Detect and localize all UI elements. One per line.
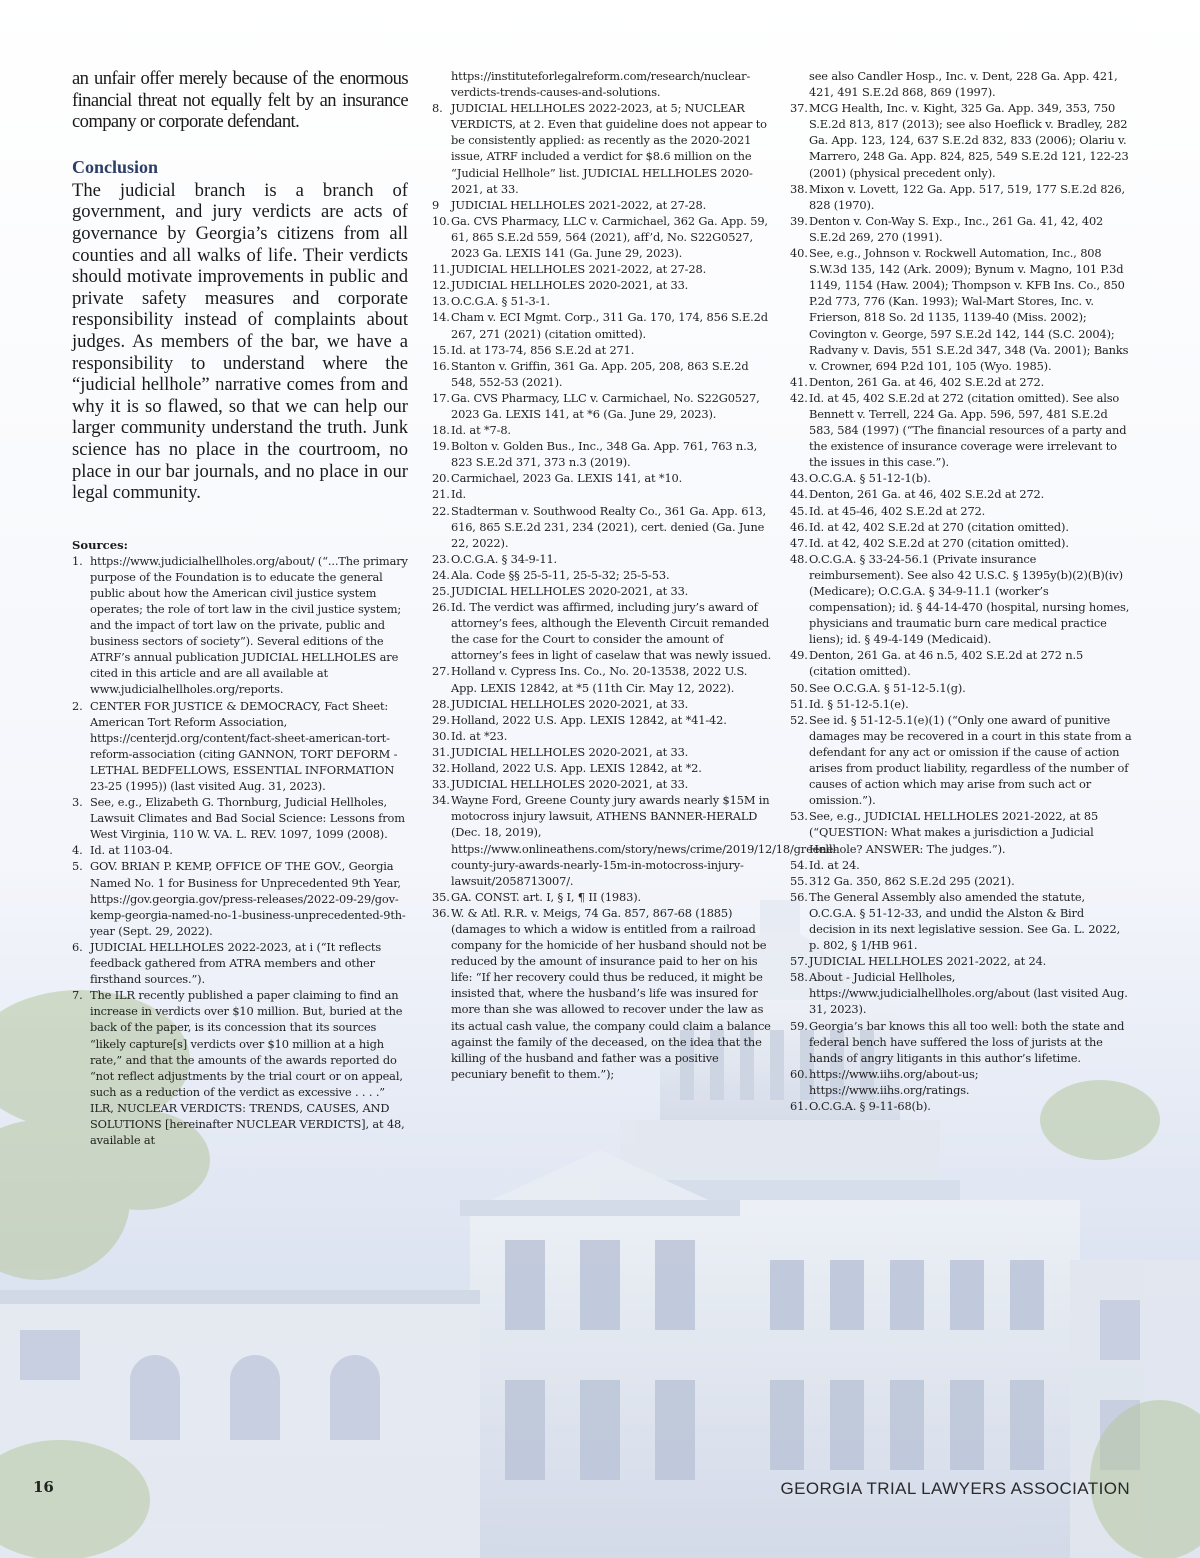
- endnote-item: [432, 712, 772, 728]
- endnote-text: Id.: [451, 487, 466, 502]
- endnote-item: [432, 486, 772, 502]
- endnote-text: JUDICIAL HELLHOLES 2020-2021, at 33.: [451, 777, 689, 792]
- endnote-text: About - Judicial Hellholes, https://www.judicialhellholes.org/about (last visited Aug. 31, 2023).: [809, 970, 1128, 1017]
- endnote-text: https://www.iihs.org/about-us; https://www.iihs.org/ratings.: [809, 1066, 979, 1097]
- endnote-number: 49.: [790, 648, 808, 663]
- endnote-text: JUDICIAL HELLHOLES 2020-2021, at 33.: [451, 278, 689, 293]
- endnote-number: 50.: [790, 680, 808, 695]
- endnote-number: 9: [432, 197, 440, 212]
- conclusion-heading: Conclusion: [72, 156, 159, 177]
- endnote-text: Id. The verdict was affirmed, including jury’s award of attorney’s fees, although the Eleventh Circuit remanded the case for the Court to consider the amount of attorney’s fees in light of caselaw that was newly issued.: [451, 600, 772, 663]
- endnote-text: https://instituteforlegalreform.com/research/nuclear-verdicts-trends-causes-and-solutions.: [451, 69, 751, 100]
- endnote-number: 46.: [790, 519, 808, 534]
- endnote-item: [790, 873, 1132, 889]
- endnote-item: [72, 553, 408, 698]
- endnote-text: See, e.g., Johnson v. Rockwell Automation, Inc., 808 S.W.3d 135, 142 (Ark. 2009); Bynum v. Magno, 101 P.3d 1149, 1154 (Haw. 2004); Thompson v. KFB Ins. Co., 850 P.2d 773, 776 (Kan. 1993); Wal-Mart Stores, Inc. v. Frierson, 818 So. 2d 1135, 1139-40 (Miss. 2002); Covington v. George, 597 S.E.2d 142, 144 (S.C. 2004); Radvany v. Davis, 551 S.E.2d 347, 348 (Va. 2001); Banks v. Crowner, 694 P.2d 101, 105 (Wyo. 1985).: [809, 246, 1129, 373]
- endnote-item: [72, 842, 408, 858]
- endnote-number: 39.: [790, 213, 808, 228]
- endnote-number: 60.: [790, 1066, 808, 1081]
- endnote-text: O.C.G.A. § 33-24-56.1 (Private insurance reimbursement). See also 42 U.S.C. § 1395y(b)(2)(B)(iv) (Medicare); O.C.G.A. § 34-9-11.1 (worker’s compensation); id. § 44-14-470 (hospital, nursing homes, physicians and traumatic burn care medical practice liens); id. § 49-4-149 (Medicaid).: [809, 551, 1130, 647]
- endnote-item: [432, 438, 772, 470]
- endnote-number: 14.: [432, 310, 450, 325]
- endnote-text: Wayne Ford, Greene County jury awards nearly $15M in motocross injury lawsuit, ATHENS BANNER-HERALD (Dec. 18, 2019), https://www.onlineathens.com/story/news/crime/2019/12/18/greene-county-jury-awards-nearly-15m-in-motocross-injury-lawsuit/2058713007/.: [451, 793, 837, 888]
- endnote-number: 30.: [432, 728, 450, 743]
- endnote-text: Holland v. Cypress Ins. Co., No. 20-13538, 2022 U.S. App. LEXIS 12842, at *5 (11th Cir. May 12, 2022).: [451, 664, 748, 695]
- endnote-item: [432, 663, 772, 695]
- endnote-text: JUDICIAL HELLHOLES 2021-2022, at 27-28.: [451, 262, 707, 277]
- endnote-item: [790, 470, 1132, 486]
- endnote-text: MCG Health, Inc. v. Kight, 325 Ga. App. 349, 353, 750 S.E.2d 813, 817 (2013); see also Hoeflick v. Bradley, 282 Ga. App. 123, 124, 637 S.E.2d 832, 833 (2006); Olariu v. Marrero, 248 Ga. App. 824, 825, 549 S.E.2d 121, 122-23 (2001) (physical precedent only).: [809, 101, 1129, 180]
- endnote-item: [72, 698, 408, 795]
- endnote-number: 5.: [72, 859, 83, 874]
- endnote-text: Id. at 42, 402 S.E.2d at 270 (citation omitted).: [809, 519, 1069, 534]
- endnote-number: 47.: [790, 535, 808, 550]
- endnote-number: 53.: [790, 809, 808, 824]
- endnote-item: [432, 309, 772, 341]
- endnote-text: Id. at 24.: [809, 857, 860, 872]
- endnote-number: 1.: [72, 553, 83, 568]
- endnote-text: JUDICIAL HELLHOLES 2020-2021, at 33.: [451, 744, 689, 759]
- sources-label: Sources:: [72, 537, 128, 552]
- endnote-number: 2.: [72, 698, 83, 713]
- endnote-number: 44.: [790, 487, 808, 502]
- endnote-text: O.C.G.A. § 9-11-68(b).: [809, 1099, 931, 1113]
- endnote-item: [790, 680, 1132, 696]
- endnote-item: [432, 358, 772, 390]
- endnote-item: [432, 905, 772, 1082]
- endnote-text: Id. at 42, 402 S.E.2d at 270 (citation omitted).: [809, 535, 1069, 550]
- endnote-number: 24.: [432, 567, 450, 582]
- endnote-text: The ILR recently published a paper claiming to find an increase in verdicts over $10 million. But, buried at the back of the paper, is its concession that its sources “likely capture[s] verdicts over $10 million at a high rate,” and that the amounts of the awards reported do “not reflect adjustments by the trial court or on appeal, such as a reduction of the verdict as excessive . . . .” ILR, NUCLEAR VERDICTS: TRENDS, CAUSES, AND SOLUTIONS [hereinafter NUCLEAR VERDICTS], at 48, available at: [90, 988, 405, 1148]
- endnote-item: [432, 68, 772, 100]
- intro-paragraph: an unfair offer merely because of the enormous financial threat not equally felt by an insurance company or corporate defendant.: [72, 68, 408, 133]
- endnote-number: 15.: [432, 342, 450, 357]
- endnote-item: [790, 808, 1132, 856]
- endnote-number: 21.: [432, 487, 450, 502]
- endnote-item: [790, 374, 1132, 390]
- endnote-number: 35.: [432, 889, 450, 904]
- endnote-item: [790, 68, 1132, 100]
- endnote-item: [72, 858, 408, 938]
- endnote-number: 6.: [72, 939, 83, 954]
- endnote-number: 23.: [432, 551, 450, 566]
- endnote-text: O.C.G.A. § 34-9-11.: [451, 551, 558, 566]
- endnote-item: [790, 953, 1132, 969]
- endnote-item: [790, 696, 1132, 712]
- endnote-number: 16.: [432, 358, 450, 373]
- endnote-item: [432, 342, 772, 358]
- endnote-item: [790, 213, 1132, 245]
- endnote-number: 26.: [432, 600, 450, 615]
- endnote-text: O.C.G.A. § 51-12-1(b).: [809, 471, 931, 486]
- column-3: [790, 68, 1132, 1114]
- endnotes-list-3: [790, 68, 1132, 1114]
- endnote-number: 48.: [790, 551, 808, 566]
- endnote-text: See, e.g., JUDICIAL HELLHOLES 2021-2022, at 85 (“QUESTION: What makes a jurisdiction a Judicial Hellhole? ANSWER: The judges.”).: [809, 809, 1099, 856]
- endnote-number: 51.: [790, 696, 808, 711]
- endnote-text: Id. at *7-8.: [451, 423, 511, 438]
- endnote-item: [432, 100, 772, 197]
- column-1: [72, 68, 408, 1148]
- endnote-text: Denton, 261 Ga. at 46 n.5, 402 S.E.2d at 272 n.5 (citation omitted).: [809, 648, 1084, 679]
- endnote-item: [432, 599, 772, 663]
- endnote-text: See O.C.G.A. § 51-12-5.1(g).: [809, 680, 966, 695]
- endnote-text: Cham v. ECI Mgmt. Corp., 311 Ga. 170, 174, 856 S.E.2d 267, 271 (2021) (citation omitted).: [451, 310, 768, 341]
- endnote-text: GA. CONST. art. I, § I, ¶ II (1983).: [451, 889, 641, 904]
- endnote-text: see also Candler Hosp., Inc. v. Dent, 228 Ga. App. 421, 421, 491 S.E.2d 868, 869 (1997).: [809, 69, 1118, 100]
- endnote-text: W. & Atl. R.R. v. Meigs, 74 Ga. 857, 867-68 (1885) (damages to which a widow is entitled from a railroad company for the homicide of her husband should not be reduced by the amount of insurance paid to her on his life: “If her recovery could thus be reduced, it might be insisted that, where the husband’s life was insured for more than she was allowed to recover under the law as its actual cash value, the company could claim a balance against the family of the deceased, on the idea that the killing of the husband and father was a positive pecuniary benefit to them.”);: [451, 905, 771, 1081]
- endnote-text: O.C.G.A. § 51-3-1.: [451, 294, 550, 309]
- endnote-text: Holland, 2022 U.S. App. LEXIS 12842, at *2.: [451, 761, 702, 776]
- publication-name: GEORGIA TRIAL LAWYERS ASSOCIATION: [780, 1479, 1130, 1498]
- endnote-item: [432, 213, 772, 261]
- endnote-item: [432, 422, 772, 438]
- endnote-item: [790, 535, 1132, 551]
- endnote-item: [790, 245, 1132, 374]
- endnote-number: 12.: [432, 278, 450, 293]
- endnote-item: [72, 939, 408, 987]
- endnote-text: Ga. CVS Pharmacy, LLC v. Carmichael, No. S22G0527, 2023 Ga. LEXIS 141, at *6 (Ga. June 29, 2023).: [451, 390, 760, 421]
- endnote-item: [790, 889, 1132, 953]
- endnote-text: JUDICIAL HELLHOLES 2020-2021, at 33.: [451, 696, 689, 711]
- endnote-item: [790, 390, 1132, 470]
- endnote-item: [432, 390, 772, 422]
- endnote-number: 43.: [790, 471, 808, 486]
- endnote-item: [790, 503, 1132, 519]
- page-number: 16: [33, 1478, 54, 1496]
- endnote-item: [790, 181, 1132, 213]
- endnote-item: [432, 760, 772, 776]
- endnote-item: [790, 1066, 1132, 1098]
- endnote-item: [72, 987, 408, 1148]
- endnote-item: [432, 293, 772, 309]
- endnote-number: 41.: [790, 374, 808, 389]
- endnote-text: JUDICIAL HELLHOLES 2022-2023, at i (“It reflects feedback gathered from ATRA members and other firsthand sources.”).: [90, 939, 382, 987]
- endnote-text: Id. at 1103-04.: [90, 843, 173, 858]
- endnote-number: 40.: [790, 246, 808, 261]
- endnote-item: [790, 519, 1132, 535]
- conclusion-paragraph: The judicial branch is a branch of government, and jury verdicts are acts of governance by Georgia’s citizens from all counties and all walks of life. Their verdicts should motivate improvements in public and private safety measures and corporate responsibility instead of complaints about judges. As members of the bar, we have a responsibility to understand where the “judicial hellhole” narrative comes from and why it is so flawed, so that we can help our larger community understand the truth. Junk science has no place in the courtroom, no place in our bar journals, and no place in our legal community.: [72, 179, 408, 504]
- endnote-number: 36.: [432, 905, 450, 920]
- endnote-item: [432, 503, 772, 551]
- endnote-text: Holland, 2022 U.S. App. LEXIS 12842, at *41-42.: [451, 712, 727, 727]
- endnote-text: Denton v. Con-Way S. Exp., Inc., 261 Ga. 41, 42, 402 S.E.2d 269, 270 (1991).: [809, 213, 1104, 244]
- endnote-text: Id. at 45-46, 402 S.E.2d at 272.: [809, 503, 986, 518]
- endnote-text: Mixon v. Lovett, 122 Ga. App. 517, 519, 177 S.E.2d 826, 828 (1970).: [809, 181, 1125, 212]
- endnote-text: https://www.judicialhellholes.org/about/ (“...The primary purpose of the Foundation is to educate the general public about how the American civil justice system operates; the role of tort law in the civil justice system; and the impact of tort law on the private, public and business sectors of society”). Several editions of the ATRF’s annual publication JUDICIAL HELLHOLES are cited in this article and are all available at www.judicialhellholes.org/reports.: [90, 553, 408, 697]
- endnote-number: 22.: [432, 503, 450, 518]
- endnote-text: Stadterman v. Southwood Realty Co., 361 Ga. App. 613, 616, 865 S.E.2d 231, 234 (2021), cert. denied (Ga. June 22, 2022).: [451, 503, 766, 550]
- endnote-number: 10.: [432, 213, 450, 228]
- endnote-text: JUDICIAL HELLHOLES 2022-2023, at 5; NUCLEAR VERDICTS, at 2. Even that guideline does not appear to be consistently applied: as recently as the 2020-2021 issue, ATRF included a verdict for $8.6 million on the “Judicial Hellhole” list. JUDICIAL HELLHOLES 2020-2021, at 33.: [451, 101, 767, 196]
- endnote-number: 33.: [432, 777, 450, 792]
- endnote-text: Carmichael, 2023 Ga. LEXIS 141, at *10.: [451, 471, 683, 486]
- endnote-text: JUDICIAL HELLHOLES 2021-2022, at 24.: [809, 954, 1047, 969]
- endnote-item: [790, 969, 1132, 1017]
- endnote-item: [790, 857, 1132, 873]
- endnote-number: 55.: [790, 873, 808, 888]
- endnote-number: 25.: [432, 584, 450, 598]
- endnote-item: [432, 551, 772, 567]
- endnote-text: Bolton v. Golden Bus., Inc., 348 Ga. App. 761, 763 n.3, 823 S.E.2d 371, 373 n.3 (2019).: [451, 439, 758, 470]
- endnote-item: [432, 744, 772, 760]
- endnotes-list-1: [72, 553, 408, 1148]
- endnote-number: 37.: [790, 101, 808, 116]
- endnote-text: See, e.g., Elizabeth G. Thornburg, Judicial Hellholes, Lawsuit Climates and Bad Social Science: Lessons from West Virginia, 110 W. VA. L. REV. 1097, 1099 (2008).: [90, 795, 405, 842]
- endnote-item: [790, 1018, 1132, 1066]
- endnote-number: 52.: [790, 712, 808, 727]
- endnote-number: 29.: [432, 712, 450, 727]
- endnote-number: 11.: [432, 262, 450, 277]
- endnote-text: Georgia’s bar knows this all too well: both the state and federal bench have suffered the loss of jurists at the hands of angry litigants in this author’s lifetime.: [809, 1018, 1125, 1065]
- endnote-text: Id. at 45, 402 S.E.2d at 272 (citation omitted). See also Bennett v. Terrell, 224 Ga. App. 596, 597, 481 S.E.2d 583, 584 (1997) (“The financial resources of a party and the existence of insurance coverage were irrelevant to the issues in this case.”).: [809, 390, 1127, 470]
- endnote-number: 38.: [790, 181, 808, 196]
- endnote-number: 42.: [790, 390, 808, 405]
- endnote-number: 54.: [790, 857, 808, 872]
- endnote-text: Id. at 173-74, 856 S.E.2d at 271.: [451, 342, 635, 357]
- endnote-number: 31.: [432, 744, 450, 759]
- endnote-number: 17.: [432, 390, 450, 405]
- endnote-item: [72, 794, 408, 842]
- endnote-number: 7.: [72, 988, 83, 1003]
- endnote-text: JUDICIAL HELLHOLES 2020-2021, at 33.: [451, 584, 689, 598]
- endnote-item: [790, 486, 1132, 502]
- endnote-text: GOV. BRIAN P. KEMP, OFFICE OF THE GOV., Georgia Named No. 1 for Business for Unprecedented 9th Year, https://gov.georgia.gov/press-releases/2022-09-29/gov-kemp-georgia-named-no-1-business-unprecedented-9th-year (Sept. 29, 2022).: [90, 859, 406, 938]
- endnote-item: [432, 277, 772, 293]
- endnote-text: JUDICIAL HELLHOLES 2021-2022, at 27-28.: [451, 197, 707, 212]
- endnote-number: 19.: [432, 439, 450, 454]
- endnote-item: [432, 567, 772, 583]
- endnote-number: 56.: [790, 889, 808, 904]
- endnote-item: [790, 100, 1132, 180]
- endnote-number: 45.: [790, 503, 808, 518]
- endnote-text: Id. at *23.: [451, 728, 508, 743]
- endnote-item: [432, 261, 772, 277]
- endnote-item: [790, 712, 1132, 809]
- endnote-item: [432, 728, 772, 744]
- endnote-item: [432, 470, 772, 486]
- endnote-text: Denton, 261 Ga. at 46, 402 S.E.2d at 272.: [809, 487, 1045, 502]
- endnote-text: Id. § 51-12-5.1(e).: [809, 696, 909, 711]
- endnote-text: See id. § 51-12-5.1(e)(1) (“Only one award of punitive damages may be recovered in a court in this state from a defendant for any act or omission if the cause of action arises from product liability, regardless of the number of causes of action which may arise from such act or omission.”).: [809, 712, 1132, 808]
- endnote-number: 28.: [432, 696, 450, 711]
- endnote-number: 18.: [432, 423, 450, 438]
- endnote-text: CENTER FOR JUSTICE & DEMOCRACY, Fact Sheet: American Tort Reform Association, https://centerjd.org/content/fact-sheet-american-tort-reform-association (citing GANNON, TORT DEFORM - LETHAL BEDFELLOWS, ESSENTIAL INFORMATION 23-25 (1995)) (last visited Aug. 31, 2023).: [90, 698, 398, 793]
- endnote-text: Stanton v. Griffin, 361 Ga. App. 205, 208, 863 S.E.2d 548, 552-53 (2021).: [451, 358, 749, 389]
- endnote-item: [790, 1098, 1132, 1114]
- endnote-item: [432, 583, 772, 599]
- endnote-number: 34.: [432, 793, 450, 808]
- endnote-number: 58.: [790, 970, 808, 985]
- endnote-number: 8.: [432, 101, 443, 116]
- endnote-item: [790, 647, 1132, 679]
- endnote-text: Ga. CVS Pharmacy, LLC v. Carmichael, 362 Ga. App. 59, 61, 865 S.E.2d 559, 564 (2021), aff’d, No. S22G0527, 2023 Ga. LEXIS 141 (Ga. June 29, 2023).: [451, 213, 768, 261]
- endnote-number: 13.: [432, 294, 450, 309]
- endnote-number: 59.: [790, 1018, 808, 1033]
- endnote-number: 57.: [790, 954, 808, 969]
- endnote-item: [432, 197, 772, 213]
- endnote-number: 32.: [432, 761, 450, 776]
- endnote-number: 61.: [790, 1099, 808, 1113]
- endnote-text: The General Assembly also amended the statute, O.C.G.A. § 51-12-33, and undid the Alston & Bird decision in its next legislative session. See Ga. L. 2022, p. 802, § 1/HB 961.: [809, 889, 1121, 953]
- endnote-item: [790, 551, 1132, 648]
- endnote-item: [432, 889, 772, 905]
- endnote-item: [432, 696, 772, 712]
- endnote-text: 312 Ga. 350, 862 S.E.2d 295 (2021).: [809, 873, 1015, 888]
- endnote-text: Denton, 261 Ga. at 46, 402 S.E.2d at 272.: [809, 374, 1045, 389]
- endnote-item: [432, 776, 772, 792]
- endnote-text: Ala. Code §§ 25-5-11, 25-5-32; 25-5-53.: [451, 567, 670, 582]
- endnote-number: 4.: [72, 843, 83, 858]
- endnote-number: 27.: [432, 664, 450, 679]
- endnote-number: 3.: [72, 795, 83, 810]
- endnote-number: 20.: [432, 471, 450, 486]
